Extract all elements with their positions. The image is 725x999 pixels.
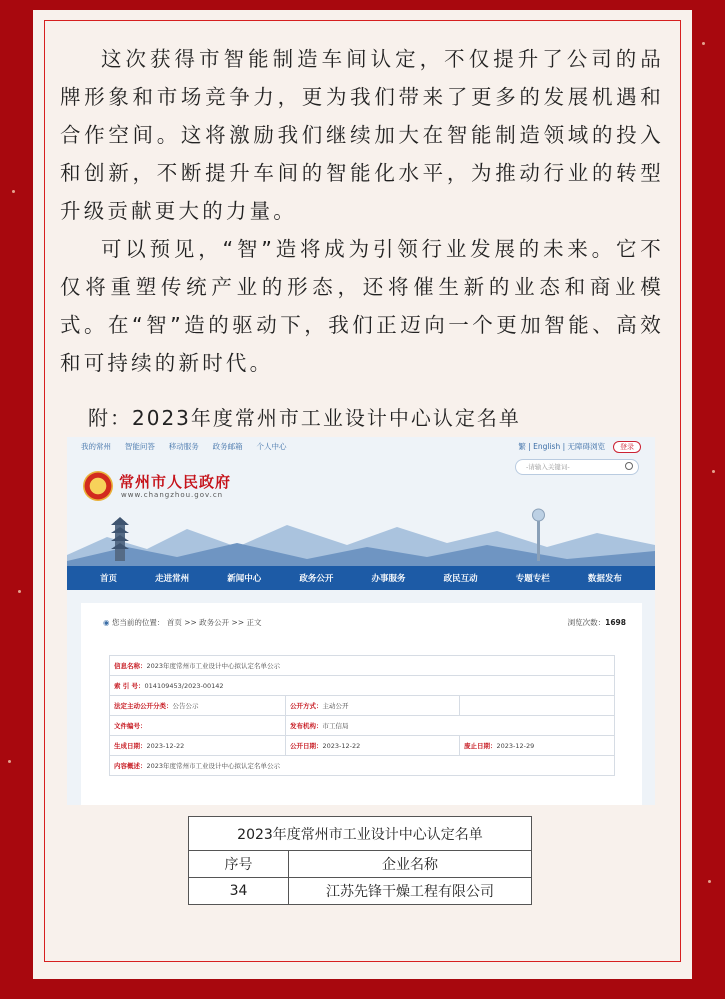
info-key: 废止日期： — [464, 742, 497, 750]
table-row — [110, 676, 615, 696]
info-key: 法定主动公开分类： — [114, 702, 173, 710]
decor-speck — [8, 760, 11, 763]
decor-speck — [12, 190, 15, 193]
gov-top-right: 繁 | English | 无障碍浏览 — [518, 442, 605, 451]
info-value: 2023-12-22 — [322, 742, 361, 750]
breadcrumb — [103, 617, 262, 628]
content-panel — [81, 603, 642, 805]
table-row — [110, 716, 615, 736]
recognition-list-table — [188, 816, 532, 905]
info-value: 公告公示 — [172, 702, 199, 710]
info-key: 内容概述： — [114, 762, 147, 770]
column-header-no: 序号 — [189, 851, 289, 878]
breadcrumb-text: 您当前的位置： 首页 >> 政务公开 >> 正文 — [111, 618, 262, 627]
decor-speck — [712, 470, 715, 473]
table-title: 2023年度常州市工业设计中心认定名单 — [189, 817, 532, 851]
info-key: 索 引 号： — [114, 682, 145, 690]
nav-item-data[interactable]: 数据发布 — [587, 574, 622, 584]
info-value: 2023年度常州市工业设计中心拟认定名单公示 — [146, 662, 281, 670]
search-icon[interactable] — [625, 462, 633, 470]
gov-top-bar — [67, 437, 655, 453]
gov-top-links: 我的常州 智能问答 移动服务 政务邮箱 个人中心 — [81, 442, 287, 451]
national-emblem-icon — [83, 471, 113, 501]
info-value: 2023-12-22 — [146, 742, 185, 750]
info-key: 发布机构： — [290, 722, 323, 730]
table-title-row — [189, 817, 532, 851]
gov-domain: www.changzhou.gov.cn — [121, 491, 224, 499]
skyline-banner — [67, 507, 655, 567]
nav-item-topics[interactable]: 专题专栏 — [515, 574, 550, 584]
gov-website-screenshot — [67, 437, 655, 805]
gov-main-nav — [67, 566, 655, 590]
info-table — [109, 655, 615, 776]
info-value: 市工信局 — [322, 722, 349, 730]
login-button[interactable]: 登录 — [613, 441, 641, 453]
nav-item-about[interactable]: 走进常州 — [155, 574, 190, 584]
views-label: 浏览次数： — [567, 618, 606, 627]
decor-speck — [708, 880, 711, 883]
info-key: 生成日期： — [114, 742, 147, 750]
decor-speck — [702, 42, 705, 45]
table-row — [110, 736, 615, 756]
paragraph: 这次获得市智能制造车间认定，不仅提升了公司的品牌形象和市场竞争力，更为我们带来了更多的发展机遇和合作空间。这将激励我们继续加大在智能制造领域的投入和创新，不断提升车间的智能化水平，为推动行业的转型升级贡献更大的力量。 — [60, 47, 664, 223]
decor-speck — [18, 590, 21, 593]
info-value: 2023年度常州市工业设计中心拟认定名单公示 — [146, 762, 281, 770]
nav-item-interaction[interactable]: 政民互动 — [443, 574, 478, 584]
nav-item-services[interactable]: 办事服务 — [371, 574, 406, 584]
view-count — [568, 617, 626, 628]
info-value: 2023-12-29 — [496, 742, 535, 750]
nav-item-news[interactable]: 新闻中心 — [227, 574, 262, 584]
table-crop-edge — [187, 906, 533, 912]
table-row — [110, 756, 615, 776]
info-key: 公开方式： — [290, 702, 323, 710]
info-value: 主动公开 — [322, 702, 349, 710]
column-header-name: 企业名称 — [289, 851, 532, 878]
table-row — [189, 878, 532, 905]
nav-item-gov-affairs[interactable]: 政务公开 — [299, 574, 334, 584]
gov-search-input[interactable]: -请输入关键词- — [515, 459, 639, 475]
appendix-title: 附：2023年度常州市工业设计中心认定名单 — [88, 406, 521, 430]
table-header-row — [189, 851, 532, 878]
info-key: 公开日期： — [290, 742, 323, 750]
table-row — [110, 656, 615, 676]
gov-site-name: 常州市人民政府 — [119, 473, 232, 491]
cell-no: 34 — [189, 878, 289, 905]
table-row — [110, 696, 615, 716]
views-count: 1698 — [605, 618, 626, 627]
nav-item-home[interactable]: 首页 — [100, 574, 118, 584]
article-body — [60, 40, 664, 382]
info-value: 014109453/2023-00142 — [144, 682, 224, 690]
info-key: 信息名称： — [114, 662, 147, 670]
location-icon: ◉ — [103, 618, 112, 627]
paragraph: 可以预见，“智”造将成为引领行业发展的未来。它不仅将重塑传统产业的形态，还将催生新的业态和商业模式。在“智”造的驱动下，我们正迈向一个更加智能、高效和可持续的新时代。 — [60, 237, 664, 375]
cell-name: 江苏先锋干燥工程有限公司 — [289, 878, 532, 905]
info-key: 文件编号： — [114, 722, 147, 730]
